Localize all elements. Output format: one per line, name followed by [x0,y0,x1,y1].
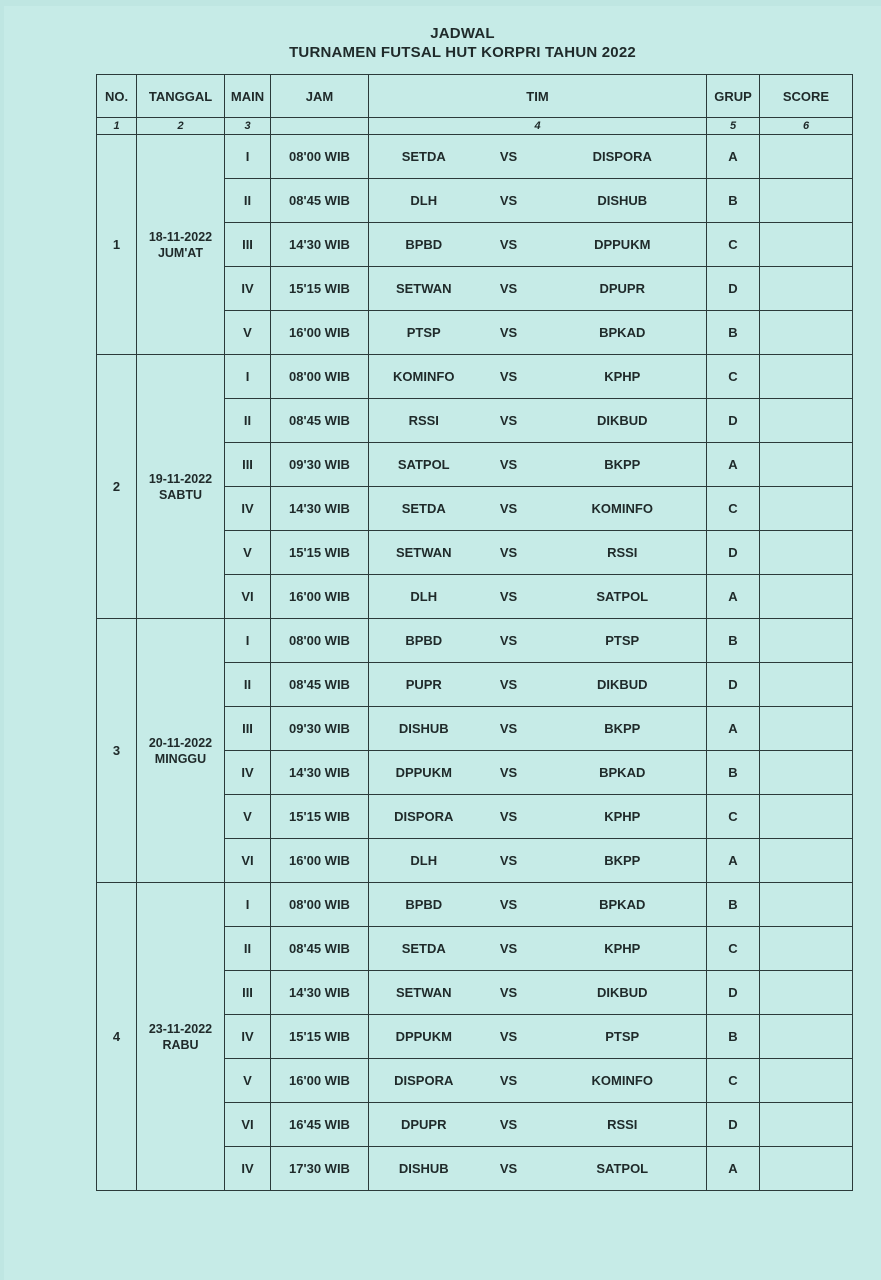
score-cell [760,751,853,795]
score-cell [760,135,853,179]
team-away: KOMINFO [539,1059,707,1103]
group-label: B [707,1015,760,1059]
day-number: 4 [97,883,137,1191]
match-time: 08'45 WIB [271,399,369,443]
group-label: D [707,971,760,1015]
versus-label: VS [479,223,539,267]
score-cell [760,179,853,223]
team-away: PTSP [539,619,707,663]
team-home: DLH [369,179,479,223]
score-cell [760,267,853,311]
match-number: IV [225,487,271,531]
team-away: DISHUB [539,179,707,223]
score-cell [760,1015,853,1059]
group-label: B [707,179,760,223]
team-home: RSSI [369,399,479,443]
match-number: I [225,883,271,927]
col-header-tim: TIM [369,75,707,118]
match-time: 16'00 WIB [271,311,369,355]
team-away: PTSP [539,1015,707,1059]
group-label: A [707,575,760,619]
match-time: 08'00 WIB [271,883,369,927]
team-away: KPHP [539,927,707,971]
group-label: C [707,355,760,399]
score-cell [760,575,853,619]
score-cell [760,311,853,355]
col-number: 1 [97,118,137,135]
versus-label: VS [479,795,539,839]
title-block [4,24,881,62]
col-number: 6 [760,118,853,135]
group-label: C [707,1059,760,1103]
team-away: BPKAD [539,311,707,355]
team-home: SETWAN [369,971,479,1015]
column-number-row [97,118,853,135]
match-number: IV [225,1015,271,1059]
match-number: V [225,795,271,839]
score-cell [760,883,853,927]
col-header-main: MAIN [225,75,271,118]
match-time: 14'30 WIB [271,487,369,531]
col-number: 2 [137,118,225,135]
group-label: A [707,1147,760,1191]
match-time: 15'15 WIB [271,795,369,839]
match-number: III [225,971,271,1015]
col-number: 4 [369,118,707,135]
team-away: BKPP [539,839,707,883]
match-number: III [225,443,271,487]
versus-label: VS [479,707,539,751]
schedule-table [96,74,853,1191]
score-cell [760,619,853,663]
day-date-cell [137,135,225,355]
match-number: II [225,179,271,223]
score-cell [760,355,853,399]
day-number: 3 [97,619,137,883]
match-time: 09'30 WIB [271,707,369,751]
match-number: IV [225,1147,271,1191]
match-day: MINGGU [154,751,207,766]
match-number: IV [225,267,271,311]
group-label: A [707,135,760,179]
group-label: D [707,531,760,575]
versus-label: VS [479,663,539,707]
team-away: RSSI [539,1103,707,1147]
versus-label: VS [479,355,539,399]
team-home: DLH [369,575,479,619]
versus-label: VS [479,1015,539,1059]
versus-label: VS [479,135,539,179]
team-home: DPPUKM [369,751,479,795]
match-date: 18-11-2022 [148,229,213,244]
match-time: 08'45 WIB [271,179,369,223]
group-label: B [707,311,760,355]
team-away: KPHP [539,795,707,839]
col-header-score: SCORE [760,75,853,118]
team-away: SATPOL [539,575,707,619]
score-cell [760,927,853,971]
group-label: B [707,619,760,663]
match-time: 08'00 WIB [271,135,369,179]
team-away: SATPOL [539,1147,707,1191]
score-cell [760,531,853,575]
match-number: II [225,399,271,443]
versus-label: VS [479,179,539,223]
match-date: 23-11-2022 [148,1021,213,1036]
col-header-grup: GRUP [707,75,760,118]
match-day: JUM'AT [157,245,204,260]
match-time: 15'15 WIB [271,531,369,575]
team-away: KOMINFO [539,487,707,531]
group-label: C [707,795,760,839]
match-number: III [225,707,271,751]
versus-label: VS [479,619,539,663]
match-day: SABTU [158,487,203,502]
col-header-tanggal: TANGGAL [137,75,225,118]
match-number: I [225,135,271,179]
team-home: DISHUB [369,1147,479,1191]
team-home: BPBD [369,223,479,267]
match-row [97,355,853,399]
team-home: SETWAN [369,531,479,575]
group-label: A [707,707,760,751]
score-cell [760,1147,853,1191]
col-number: 5 [707,118,760,135]
team-home: PTSP [369,311,479,355]
match-number: V [225,1059,271,1103]
score-cell [760,839,853,883]
versus-label: VS [479,311,539,355]
versus-label: VS [479,1103,539,1147]
team-home: DLH [369,839,479,883]
group-label: A [707,443,760,487]
group-label: D [707,1103,760,1147]
match-time: 16'00 WIB [271,1059,369,1103]
match-time: 14'30 WIB [271,751,369,795]
score-cell [760,443,853,487]
team-home: SETDA [369,487,479,531]
score-cell [760,399,853,443]
versus-label: VS [479,883,539,927]
match-time: 08'45 WIB [271,663,369,707]
team-away: BPKAD [539,751,707,795]
group-label: D [707,399,760,443]
team-home: PUPR [369,663,479,707]
match-number: VI [225,839,271,883]
match-time: 14'30 WIB [271,971,369,1015]
group-label: B [707,883,760,927]
match-date: 20-11-2022 [148,735,213,750]
day-date-cell [137,355,225,619]
col-header-no: NO. [97,75,137,118]
score-cell [760,663,853,707]
score-cell [760,707,853,751]
team-away: KPHP [539,355,707,399]
score-cell [760,1103,853,1147]
group-label: C [707,223,760,267]
col-number [271,118,369,135]
team-away: DPPUKM [539,223,707,267]
team-away: RSSI [539,531,707,575]
day-date-cell [137,619,225,883]
match-time: 17'30 WIB [271,1147,369,1191]
match-number: VI [225,575,271,619]
match-time: 09'30 WIB [271,443,369,487]
versus-label: VS [479,751,539,795]
team-home: SETWAN [369,267,479,311]
match-row [97,883,853,927]
team-home: DPUPR [369,1103,479,1147]
team-away: DIKBUD [539,971,707,1015]
team-away: DPUPR [539,267,707,311]
versus-label: VS [479,839,539,883]
match-number: V [225,531,271,575]
team-home: DISPORA [369,1059,479,1103]
match-time: 14'30 WIB [271,223,369,267]
versus-label: VS [479,971,539,1015]
team-home: DISPORA [369,795,479,839]
versus-label: VS [479,443,539,487]
match-day: RABU [162,1037,199,1052]
match-time: 16'45 WIB [271,1103,369,1147]
team-home: DISHUB [369,707,479,751]
match-row [97,619,853,663]
match-number: I [225,619,271,663]
versus-label: VS [479,267,539,311]
team-away: BKPP [539,443,707,487]
match-number: V [225,311,271,355]
versus-label: VS [479,1147,539,1191]
versus-label: VS [479,487,539,531]
col-number: 3 [225,118,271,135]
team-away: DISPORA [539,135,707,179]
team-away: BPKAD [539,883,707,927]
score-cell [760,487,853,531]
match-number: III [225,223,271,267]
match-time: 15'15 WIB [271,267,369,311]
versus-label: VS [479,575,539,619]
team-home: KOMINFO [369,355,479,399]
score-cell [760,795,853,839]
match-number: VI [225,1103,271,1147]
team-away: DIKBUD [539,399,707,443]
match-time: 08'00 WIB [271,355,369,399]
group-label: C [707,927,760,971]
group-label: C [707,487,760,531]
document-page [4,6,881,1280]
match-time: 16'00 WIB [271,839,369,883]
score-cell [760,1059,853,1103]
schedule-body [97,135,853,1191]
group-label: A [707,839,760,883]
day-number: 1 [97,135,137,355]
header-row [97,75,853,118]
versus-label: VS [479,399,539,443]
score-cell [760,971,853,1015]
team-home: SETDA [369,927,479,971]
match-time: 15'15 WIB [271,1015,369,1059]
group-label: D [707,267,760,311]
match-row [97,135,853,179]
versus-label: VS [479,1059,539,1103]
group-label: D [707,663,760,707]
match-number: I [225,355,271,399]
page-title: JADWAL [430,25,495,42]
team-away: DIKBUD [539,663,707,707]
group-label: B [707,751,760,795]
versus-label: VS [479,927,539,971]
page-subtitle: TURNAMEN FUTSAL HUT KORPRI TAHUN 2022 [289,44,636,61]
match-time: 08'45 WIB [271,927,369,971]
day-date-cell [137,883,225,1191]
team-home: DPPUKM [369,1015,479,1059]
match-time: 16'00 WIB [271,575,369,619]
team-home: SETDA [369,135,479,179]
team-home: SATPOL [369,443,479,487]
team-home: BPBD [369,883,479,927]
match-number: IV [225,751,271,795]
match-number: II [225,663,271,707]
match-number: II [225,927,271,971]
team-away: BKPP [539,707,707,751]
match-date: 19-11-2022 [148,471,213,486]
day-number: 2 [97,355,137,619]
team-home: BPBD [369,619,479,663]
versus-label: VS [479,531,539,575]
score-cell [760,223,853,267]
col-header-jam: JAM [271,75,369,118]
match-time: 08'00 WIB [271,619,369,663]
